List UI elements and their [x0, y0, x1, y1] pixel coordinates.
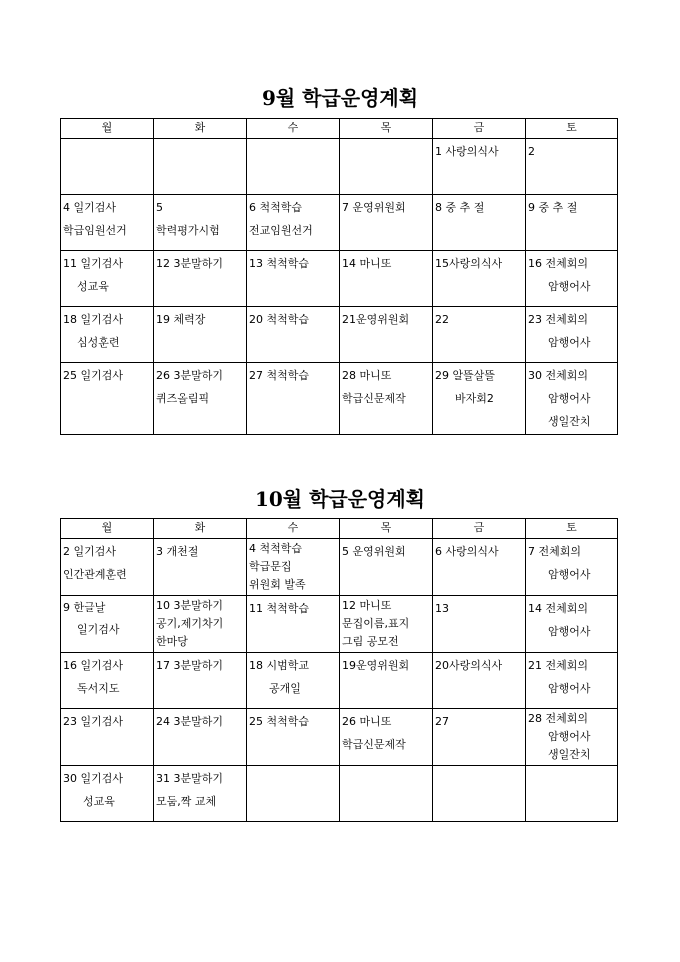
cell-text: 일기검사 — [77, 623, 120, 636]
day-cell — [247, 195, 340, 251]
day-cell — [526, 539, 618, 596]
day-cell — [340, 709, 433, 766]
cell-text: 8 중 추 절 — [435, 201, 485, 214]
day-cell — [61, 139, 154, 195]
day-cell — [433, 251, 526, 307]
cell-text: 25 일기검사 — [63, 369, 123, 382]
cell-text: 퀴즈올림픽 — [156, 392, 210, 405]
day-cell — [61, 766, 154, 822]
cell-text: 6 척척학습 — [249, 201, 302, 214]
day-cell — [526, 596, 618, 653]
september-calendar — [60, 118, 618, 435]
cell-text: 23 전체회의 — [528, 313, 588, 326]
cell-text: 7 전체회의 — [528, 545, 581, 558]
cell-text: 29 알뜰살뜰 — [435, 369, 495, 382]
day-cell — [526, 653, 618, 709]
cell-text: 16 전체회의 — [528, 257, 588, 270]
cell-text: 18 시범학교 — [249, 659, 309, 672]
cell-text: 학급문집 — [249, 560, 292, 573]
cell-text: 공기,제기차기 — [156, 617, 224, 630]
day-cell — [61, 251, 154, 307]
cell-text: 12 마니또 — [342, 599, 392, 612]
day-cell — [247, 653, 340, 709]
day-cell — [340, 307, 433, 363]
day-cell — [526, 139, 618, 195]
cell-text: 11 일기검사 — [63, 257, 123, 270]
cell-text: 암행어사 — [548, 280, 591, 293]
day-cell — [61, 709, 154, 766]
week-row — [61, 653, 618, 709]
cell-text: 10 3분말하기 — [156, 599, 223, 612]
day-cell — [340, 653, 433, 709]
day-cell — [433, 539, 526, 596]
day-cell — [433, 363, 526, 435]
cell-text: 5 운영위원회 — [342, 545, 406, 558]
september-title: 9월 학급운영계획 — [261, 86, 419, 110]
day-cell — [154, 766, 247, 822]
cell-text: 암행어사 — [548, 568, 591, 581]
day-cell — [61, 363, 154, 435]
cell-text: 공개일 — [269, 682, 301, 695]
cell-text: 암행어사 — [548, 625, 591, 638]
day-cell — [340, 251, 433, 307]
day-cell — [247, 139, 340, 195]
october-title: 10월 학급운영계획 — [254, 487, 426, 511]
cell-text: 1 사랑의식사 — [435, 145, 499, 158]
october-calendar — [60, 518, 618, 822]
week-row — [61, 139, 618, 195]
day-cell — [154, 596, 247, 653]
cell-text: 학급신문제작 — [342, 738, 406, 751]
cell-text: 문집이름,표지 — [342, 617, 410, 630]
header-thu: 목 — [340, 519, 433, 539]
cell-text: 31 3분말하기 — [156, 772, 223, 785]
cell-text: 학급임원선거 — [63, 224, 127, 237]
day-cell — [154, 709, 247, 766]
cell-text: 5 — [156, 201, 163, 214]
day-cell — [61, 539, 154, 596]
cell-text: 20사랑의식사 — [435, 659, 503, 672]
day-cell — [154, 363, 247, 435]
cell-text: 위원회 발족 — [249, 578, 306, 591]
cell-text: 4 일기검사 — [63, 201, 116, 214]
day-cell — [61, 195, 154, 251]
week-row — [61, 709, 618, 766]
header-sat: 토 — [526, 519, 618, 539]
cell-text: 24 3분말하기 — [156, 715, 223, 728]
header-fri: 금 — [433, 519, 526, 539]
cell-text: 성교육 — [83, 795, 115, 808]
header-mon: 월 — [61, 119, 154, 139]
day-cell — [61, 653, 154, 709]
day-cell — [247, 539, 340, 596]
day-cell — [154, 195, 247, 251]
day-cell — [433, 766, 526, 822]
cell-text: 성교육 — [77, 280, 109, 293]
header-wed: 수 — [247, 119, 340, 139]
cell-text: 학력평가시험 — [156, 224, 220, 237]
cell-text: 27 척척학습 — [249, 369, 309, 382]
cell-text: 18 일기검사 — [63, 313, 123, 326]
day-cell — [526, 363, 618, 435]
day-cell — [247, 251, 340, 307]
week-row — [61, 363, 618, 435]
cell-text: 그림 공모전 — [342, 635, 399, 648]
cell-text: 전교임원선거 — [249, 224, 313, 237]
cell-text: 30 일기검사 — [63, 772, 123, 785]
day-cell — [247, 363, 340, 435]
cell-text: 21 전체회의 — [528, 659, 588, 672]
day-cell — [340, 539, 433, 596]
day-cell — [61, 307, 154, 363]
cell-text: 21운영위원회 — [342, 313, 410, 326]
cell-text: 모둠,짝 교체 — [156, 795, 217, 808]
cell-text: 16 일기검사 — [63, 659, 123, 672]
day-cell — [247, 709, 340, 766]
cell-text: 13 척척학습 — [249, 257, 309, 270]
day-cell — [433, 307, 526, 363]
cell-text: 30 전체회의 — [528, 369, 588, 382]
day-cell — [340, 139, 433, 195]
cell-text: 학급신문제작 — [342, 392, 406, 405]
cell-text: 9 한글날 — [63, 601, 106, 614]
cell-text: 14 전체회의 — [528, 602, 588, 615]
day-cell — [247, 766, 340, 822]
header-fri: 금 — [433, 119, 526, 139]
day-cell — [154, 539, 247, 596]
cell-text: 3 개천절 — [156, 545, 199, 558]
day-cell — [526, 195, 618, 251]
day-cell — [526, 307, 618, 363]
cell-text: 23 일기검사 — [63, 715, 123, 728]
cell-text: 17 3분말하기 — [156, 659, 223, 672]
cell-text: 26 3분말하기 — [156, 369, 223, 382]
day-cell — [526, 251, 618, 307]
week-row — [61, 307, 618, 363]
day-cell — [247, 596, 340, 653]
day-cell — [61, 596, 154, 653]
day-cell — [247, 307, 340, 363]
cell-text: 7 운영위원회 — [342, 201, 406, 214]
cell-text: 암행어사 — [548, 682, 591, 695]
cell-text: 15사랑의식사 — [435, 257, 503, 270]
cell-text: 13 — [435, 602, 449, 615]
cell-text: 22 — [435, 313, 449, 326]
day-cell — [154, 139, 247, 195]
cell-text: 25 척척학습 — [249, 715, 309, 728]
cell-text: 9 중 추 절 — [528, 201, 578, 214]
cell-text: 암행어사 — [548, 392, 591, 405]
cell-text: 암행어사 — [548, 730, 591, 743]
header-wed: 수 — [247, 519, 340, 539]
cell-text: 27 — [435, 715, 449, 728]
header-thu: 목 — [340, 119, 433, 139]
cell-text: 19운영위원회 — [342, 659, 410, 672]
header-mon: 월 — [61, 519, 154, 539]
cell-text: 암행어사 — [548, 336, 591, 349]
day-cell — [154, 653, 247, 709]
week-row — [61, 251, 618, 307]
week-row — [61, 195, 618, 251]
cell-text: 2 — [528, 145, 535, 158]
cell-text: 20 척척학습 — [249, 313, 309, 326]
day-cell — [340, 195, 433, 251]
cell-text: 28 전체회의 — [528, 712, 588, 725]
day-cell — [433, 596, 526, 653]
cell-text: 4 척척학습 — [249, 542, 302, 555]
cell-text: 26 마니또 — [342, 715, 392, 728]
day-cell — [340, 363, 433, 435]
cell-text: 28 마니또 — [342, 369, 392, 382]
cell-text: 바자회2 — [455, 392, 494, 405]
week-row — [61, 766, 618, 822]
cell-text: 6 사랑의식사 — [435, 545, 499, 558]
day-cell — [340, 766, 433, 822]
day-cell — [154, 251, 247, 307]
cell-text: 생일잔치 — [548, 415, 591, 428]
cell-text: 독서지도 — [77, 682, 120, 695]
cell-text: 인간관계훈련 — [63, 568, 127, 581]
header-tue: 화 — [154, 519, 247, 539]
cell-text: 11 척척학습 — [249, 602, 309, 615]
day-cell — [433, 653, 526, 709]
week-row — [61, 596, 618, 653]
cell-text: 19 체력장 — [156, 313, 206, 326]
cell-text: 2 일기검사 — [63, 545, 116, 558]
header-sat: 토 — [526, 119, 618, 139]
day-cell — [433, 709, 526, 766]
cell-text: 생일잔치 — [548, 748, 591, 761]
day-cell — [433, 139, 526, 195]
day-cell — [526, 709, 618, 766]
week-row — [61, 539, 618, 596]
cell-text: 14 마니또 — [342, 257, 392, 270]
day-cell — [154, 307, 247, 363]
cell-text: 12 3분말하기 — [156, 257, 223, 270]
day-cell — [433, 195, 526, 251]
cell-text: 심성훈련 — [77, 336, 120, 349]
day-cell — [340, 596, 433, 653]
day-cell — [526, 766, 618, 822]
cell-text: 한마당 — [156, 635, 188, 648]
header-tue: 화 — [154, 119, 247, 139]
